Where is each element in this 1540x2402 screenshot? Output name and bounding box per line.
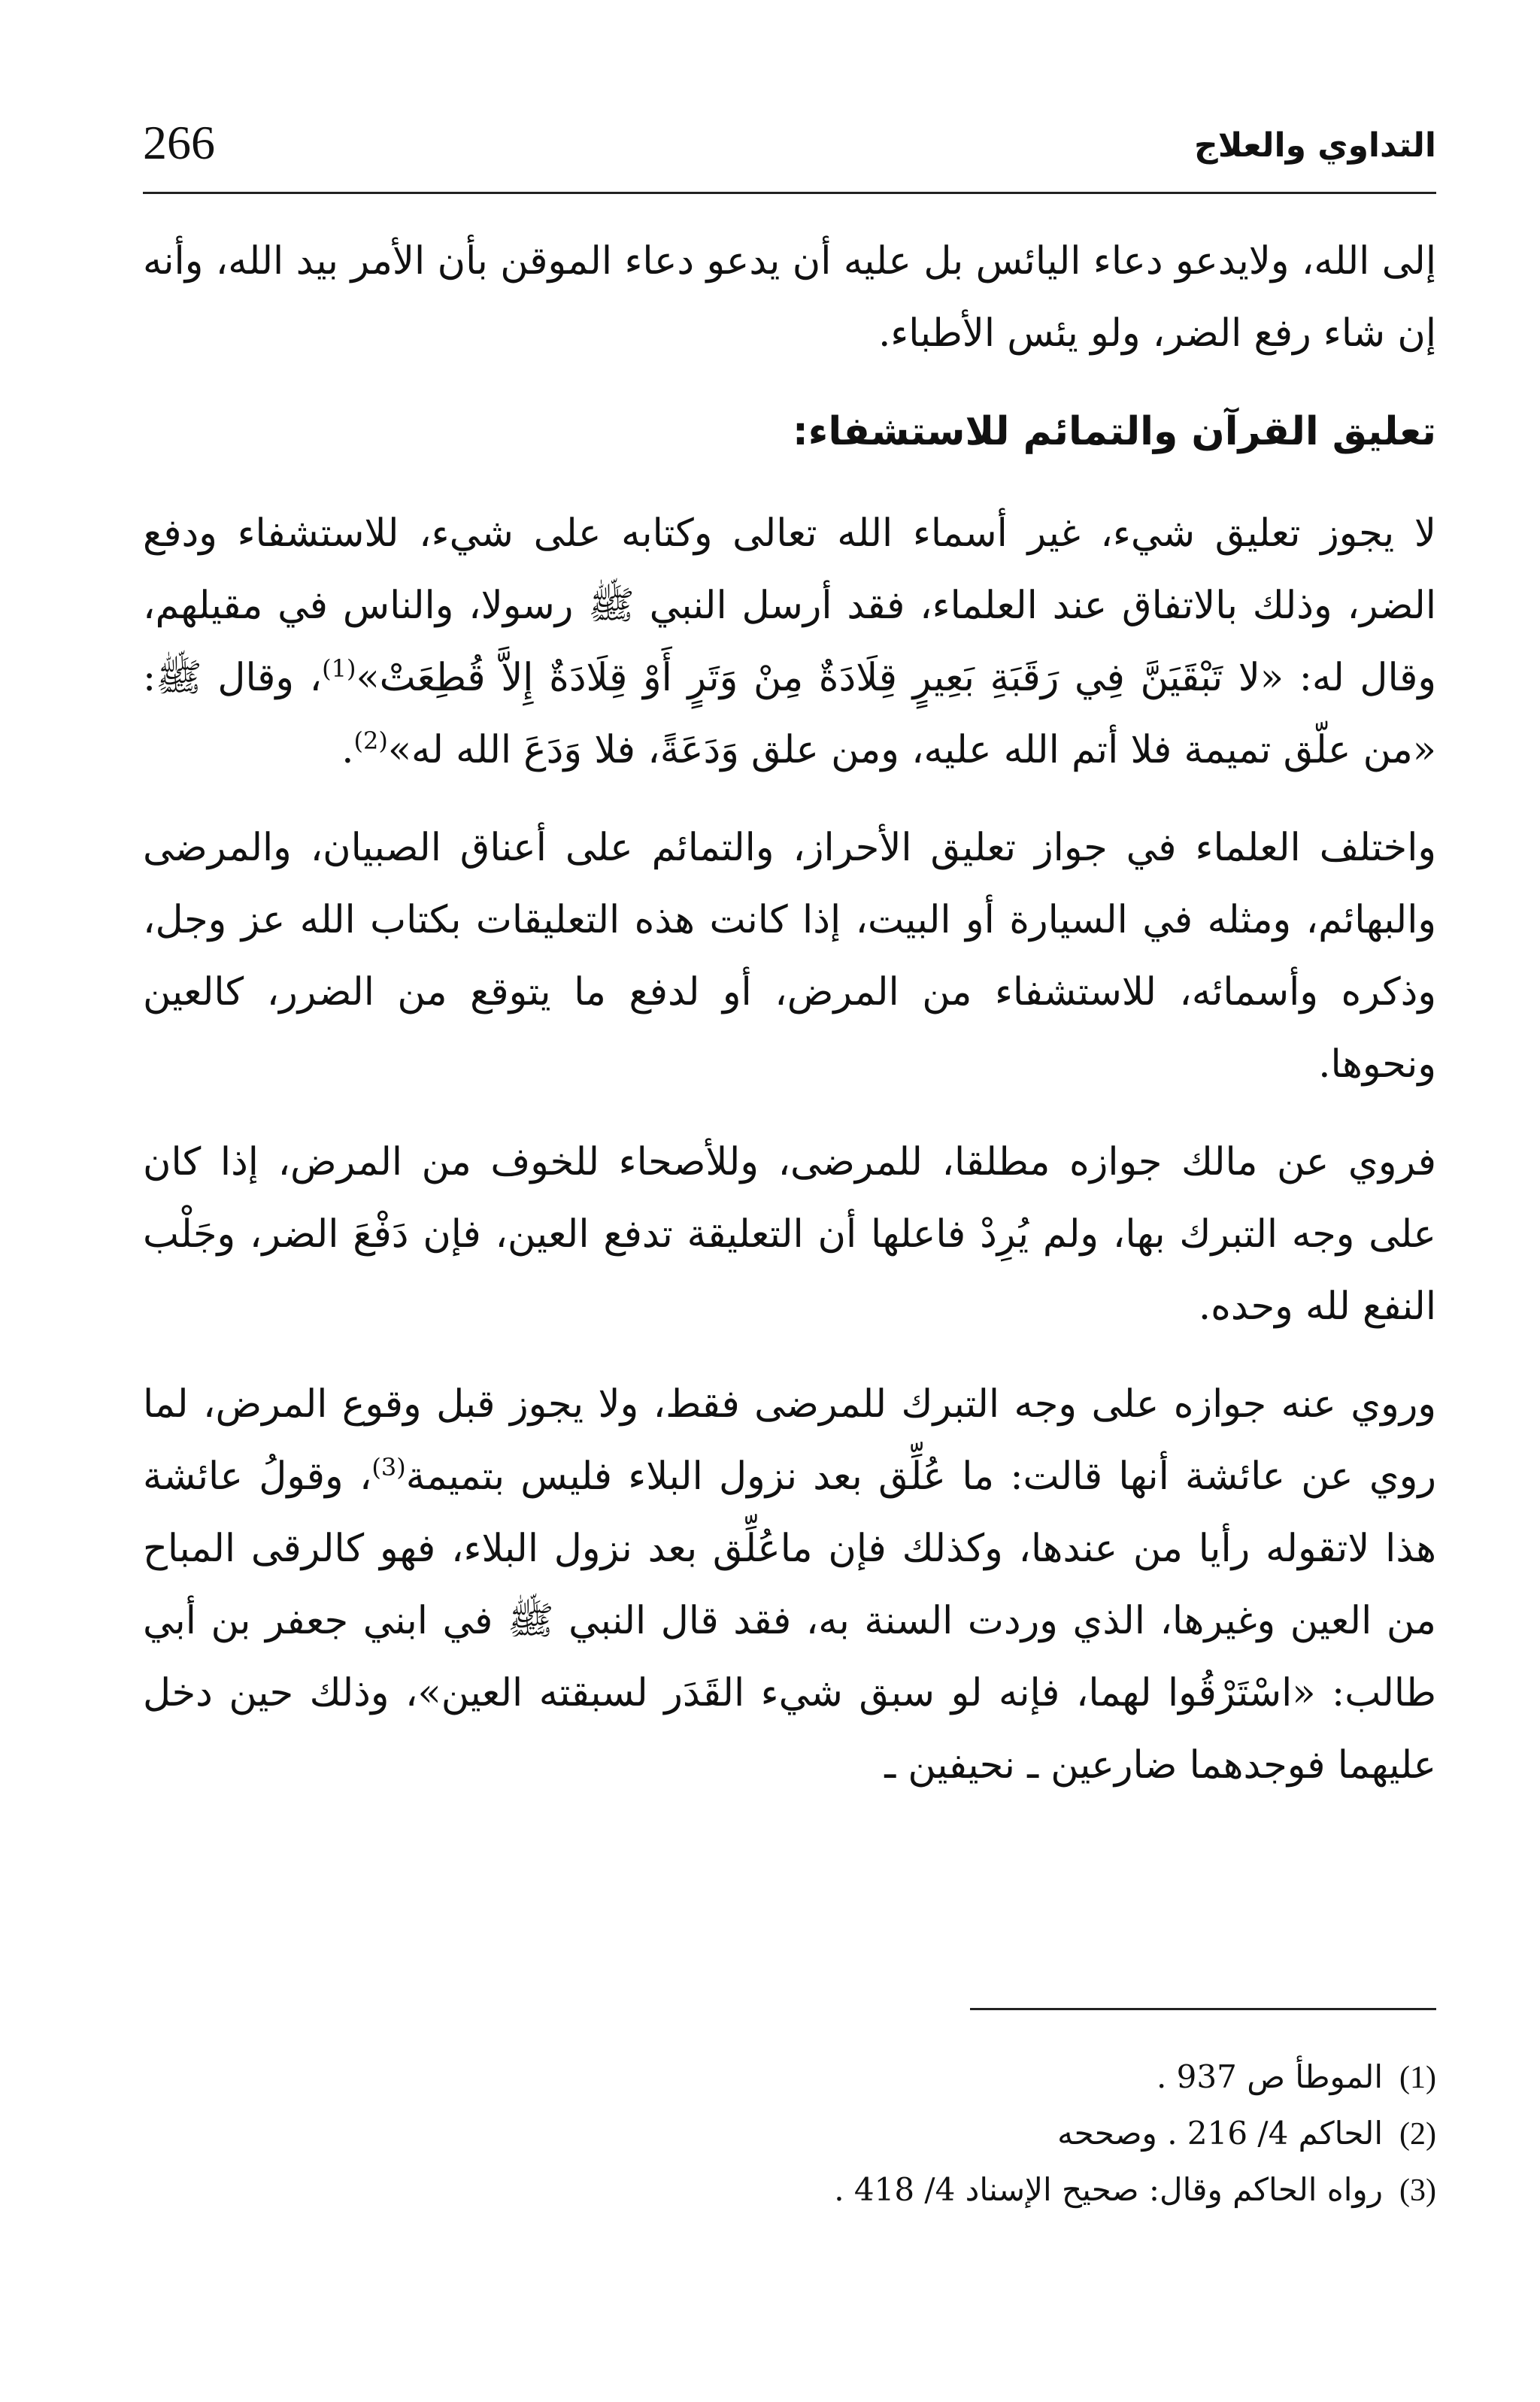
paragraph-text: ، وقولُ عائشة هذا لاتقوله رأيا من عندها، وكذلك فإن ماعُلِّق بعد نزول البلاء، فهو كالرقى المباح من العين وغيرها، الذي وردت السنة به، فقد قال النبي ﷺ في ابني جعفر بن أبي طالب: «اسْتَرْقُوا لهما، فإنه لو سبق شيء القَدَر لسبقته العين»، وذلك حين دخل عليهما فوجدهما ضارعين ـ نحيفين ـ <box>143 1454 1436 1788</box>
section-heading: تعليق القرآن والتمائم للاستشفاء: <box>792 409 1436 454</box>
page-number: 266 <box>143 116 215 169</box>
footnote-ref-1: (1) <box>322 654 356 683</box>
footnote-ref-2: (2) <box>353 726 388 755</box>
paragraph-malik-view: فروي عن مالك جوازه مطلقا، للمرضى، وللأصحاء للخوف من المرض، إذا كان على وجه التبرك بها، ولم يُرِدْ فاعلها أن التعليقة تدفع العين، فإن دَفْعَ الضر، وجَلْب النفع لله وحده. <box>143 1140 1436 1329</box>
footnote-1 <box>143 2049 1436 2106</box>
paragraph-scholars-differ: واختلف العلماء في جواز تعليق الأحراز، والتمائم على أعناق الصبيان، والمرضى والبهائم، ومثله في السيارة أو البيت، إذا كانت هذه التعليقات بكتاب الله عز وجل، وذكره وأسمائه، للاستشفاء من المرض، أو لدفع ما يتوقع من الضرر، كالعين ونحوها. <box>143 826 1437 1087</box>
footnotes <box>143 2049 1436 2219</box>
paragraph-text: ، وقال ﷺ: «من علّق تميمة فلا أتم الله عليه، ومن علق وَدَعَةً، فلا وَدَعَ الله له» <box>143 656 1436 772</box>
header-rule <box>143 192 1436 194</box>
paragraph-text: . <box>341 728 354 772</box>
paragraph-text: لا يجوز تعليق شيء، غير أسماء الله تعالى وكتابه على شيء، للاستشفاء ودفع الضر، وذلك بالاتفاق عند العلماء، فقد أرسل النبي ﷺ رسولا، والناس في مقيلهم، وقال له: «لا تَبْقَيَنَّ فِي رَقَبَةِ بَعِيرٍ قِلَادَةٌ مِنْ وَتَرٍ أَوْ قِلَادَةٌ إِلاَّ قُطِعَتْ» <box>143 511 1436 700</box>
paragraph-malik-second-view <box>143 1369 1436 1802</box>
paragraph-continuation: إلى الله، ولايدعو دعاء اليائس بل عليه أن يدعو دعاء الموقن بأن الأمر بيد الله، وأنه إن شاء رفع الضر، ولو يئس الأطباء. <box>143 239 1436 356</box>
running-title: التداوي والعلاج <box>1194 126 1436 165</box>
page-header <box>143 105 1436 180</box>
footnote-number: (1) <box>1399 2061 1436 2095</box>
footnote-3 <box>143 2162 1436 2219</box>
footnote-rule <box>970 2008 1436 2010</box>
main-text <box>143 226 1436 1827</box>
footnote-number: (3) <box>1399 2173 1436 2208</box>
footnote-2 <box>143 2106 1436 2162</box>
paragraph-hanging-prohibition <box>143 498 1436 787</box>
footnote-text: رواه الحاكم وقال: صحيح الإسناد 4/ 418 . <box>834 2171 1383 2208</box>
footnote-ref-3: (3) <box>371 1453 406 1482</box>
footnote-number: (2) <box>1399 2117 1436 2152</box>
paragraph-text: وروي عنه جوازه على وجه التبرك للمرضى فقط، ولا يجوز قبل وقوع المرض، لما روي عن عائشة أنها قالت: ما عُلِّق بعد نزول البلاء فليس بتميمة <box>143 1382 1437 1499</box>
footnote-text: الحاكم 4/ 216 . وصححه <box>1057 2115 1383 2152</box>
footnote-text: الموطأ ص 937 . <box>1156 2058 1383 2095</box>
